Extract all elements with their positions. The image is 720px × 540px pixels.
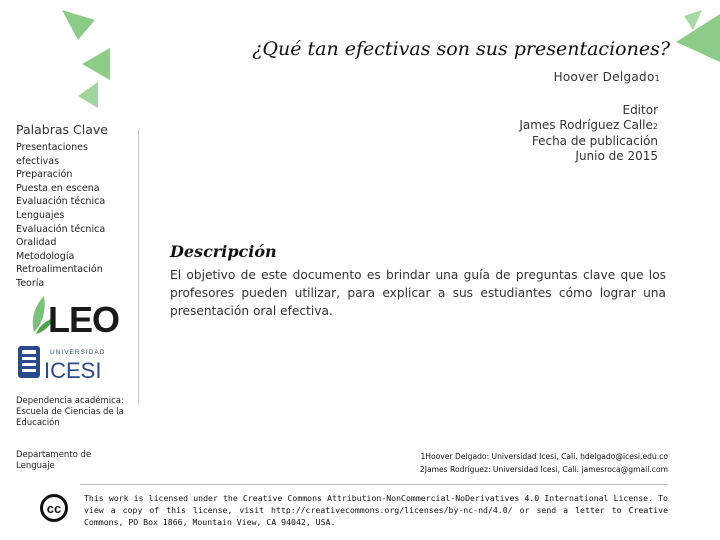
icesi-logo [18,344,118,382]
footer-divider [80,484,668,485]
editor-footnote-mark: 2 [652,121,658,131]
keyword-item: Presentaciones [16,142,88,153]
sidebar-divider [138,130,139,405]
publication-date-label: Fecha de publicación [531,134,658,148]
license-text: This work is licensed under the Creative Commons Attribution-NonCommercial-NoDerivatives 4.0 International License. To view a copy of this license, visit http://creativecommons.org/licenses/by-nc-nd/4.0/ or send a letter to Creative Commons, PO Box 1866, Mountain View, CA 94042, USA. [84,493,668,528]
author-footnote-mark: 1 [654,74,660,83]
keyword-item: Lenguajes [16,209,65,221]
keyword-item: Metodología [16,250,75,262]
editor-name: James Rodríguez Calle [519,117,653,132]
editor-label: Editor [622,103,658,117]
keywords-list [16,141,105,291]
icesi-logo-text: ICESI [44,358,102,383]
editor-block [519,103,658,163]
footnotes [420,451,668,476]
document-title: ¿Qué tan efectivas son sus presentaciones? [252,38,670,60]
leo-logo [28,292,120,340]
triangle-right-top [684,10,702,30]
keyword-item: Retroalimentación [16,264,103,276]
keyword-item: Evaluación técnica [16,196,106,208]
triangle-left-low [78,82,98,108]
dependencia-academica: Dependencia académica: Escuela de Ciencias de la Educación [16,396,124,428]
description-body: El objetivo de este documento es brindar una guía de preguntas clave que los profesores pueden utilizar, para explicar a sus estudiantes cómo lograr una presentación oral efectiva. [170,268,666,318]
author-name: Hoover Delgado [553,70,655,84]
description-heading: Descripción [170,242,277,261]
icesi-universidad-text: UNIVERSIDAD [50,349,106,356]
departamento: Departamento de Lenguaje [16,450,92,471]
triangle-left-mid [82,48,110,80]
creative-commons-icon: cc [40,494,68,522]
footnote-2: 2James Rodríguez: Universidad Icesi, Cali. jamesroca@gmail.com [419,464,668,474]
leo-logo-text: LEO [48,299,120,340]
decorative-triangles [0,0,720,120]
keyword-item: Teoría [16,277,45,289]
keyword-item: Puesta en escena [16,182,100,194]
icesi-emblem-icon [18,346,40,378]
publication-date: Junio de 2015 [575,148,658,163]
editor-name-line [519,118,658,135]
triangle-right-big [676,14,720,62]
keyword-item: efectivas [16,155,60,167]
author-line [554,70,660,84]
footnote-1: 1Hoover Delgado: Universidad Icesi, Cali. hdelgado@icesi.edu.co [420,452,668,461]
keyword-item: Oralidad [16,237,57,249]
keywords-heading: Palabras Clave [16,122,108,137]
triangle-top-left [62,10,95,40]
keyword-item: Evaluación técnica [16,223,106,235]
keyword-item: Preparación [16,169,73,181]
